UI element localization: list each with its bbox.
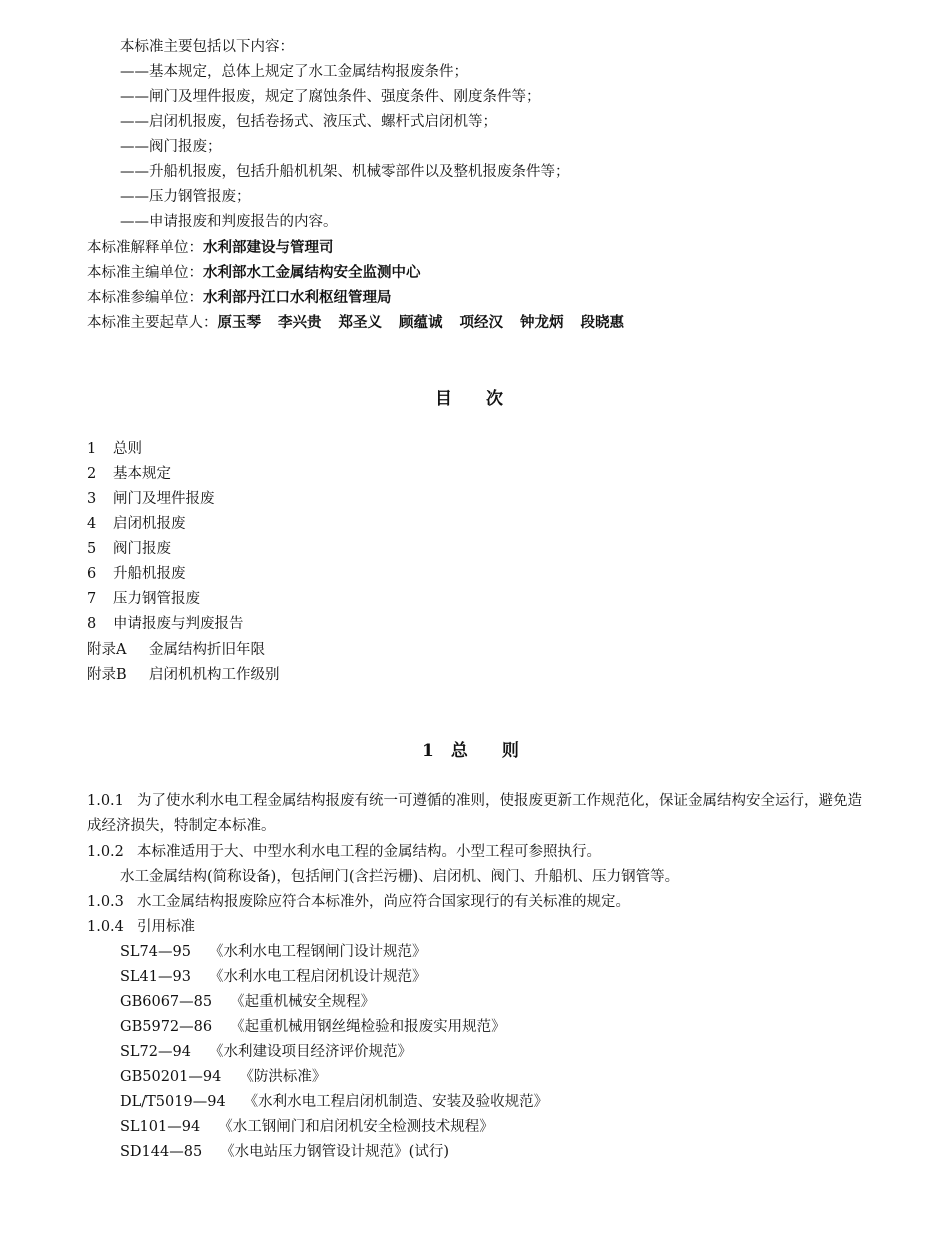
reference-item	[120, 1142, 449, 1162]
toc-item	[87, 614, 244, 634]
drafter-name: 钟龙炳	[520, 315, 564, 331]
toc-title: 目 次	[435, 389, 503, 409]
reference-title: 《水工钢闸门和启闭机安全检测技术规程》	[218, 1119, 494, 1135]
drafters	[87, 313, 624, 333]
toc-appendix-number: 附录A	[87, 642, 127, 658]
clause-1-0-1	[87, 789, 867, 839]
drafter-name: 原玉琴	[217, 315, 261, 331]
toc-appendix	[87, 665, 280, 685]
summary-item: ——申请报废和判废报告的内容。	[120, 214, 338, 230]
toc-item-number: 8	[87, 616, 97, 632]
clause-1-0-3	[87, 892, 630, 912]
summary-item: ——基本规定，总体上规定了水工金属结构报废条件；	[120, 64, 468, 80]
reference-title: 《水利水电工程启闭机设计规范》	[208, 969, 427, 985]
toc-item-number: 5	[87, 541, 97, 557]
reference-code: SL74—95	[120, 944, 191, 960]
toc-item-number: 1	[87, 441, 97, 457]
clause-number: 1.0.1	[87, 793, 124, 809]
clause-1-0-2-note: 水工金属结构(简称设备)，包括闸门(含拦污栅)、启闭机、阀门、升船机、压力钢管等。	[120, 869, 680, 885]
clause-1-0-4	[87, 917, 195, 937]
reference-title: 《水利水电工程启闭机制造、安装及验收规范》	[243, 1094, 549, 1110]
reference-item	[120, 1092, 548, 1112]
clause-1-0-2	[87, 842, 601, 862]
summary-item: ——升船机报废，包括升船机机架、机械零部件以及整机报废条件等；	[120, 164, 570, 180]
reference-item	[120, 1017, 506, 1037]
drafter-name: 段晓惠	[580, 315, 624, 331]
reference-item	[120, 1042, 412, 1062]
clause-number: 1.0.2	[87, 844, 124, 860]
toc-item-label: 申请报废与判废报告	[113, 616, 244, 632]
toc-item-number: 6	[87, 566, 97, 582]
co-unit-value: 水利部丹江口水利枢纽管理局	[203, 290, 392, 306]
reference-title: 《水利建设项目经济评价规范》	[208, 1044, 412, 1060]
toc-item-label: 总则	[113, 441, 142, 457]
drafter-name: 顾蕴诚	[399, 315, 443, 331]
toc-item	[87, 539, 171, 559]
reference-item	[120, 1117, 494, 1137]
toc-item	[87, 489, 215, 509]
chief-unit	[87, 263, 421, 283]
reference-item	[120, 967, 426, 987]
reference-code: SL41—93	[120, 969, 191, 985]
chapter-title: 1 总 则	[422, 741, 519, 761]
reference-code: SD144—85	[120, 1144, 203, 1160]
toc-appendix-number: 附录B	[87, 667, 127, 683]
toc-item-label: 阀门报废	[113, 541, 171, 557]
toc-item-label: 升船机报废	[113, 566, 186, 582]
summary-intro: 本标准主要包括以下内容：	[120, 39, 294, 55]
reference-title: 《起重机械安全规程》	[230, 994, 376, 1010]
toc-item-label: 闸门及埋件报废	[113, 491, 215, 507]
reference-item	[120, 942, 426, 962]
reference-title: 《水电站压力钢管设计规范》(试行)	[220, 1144, 450, 1160]
chief-unit-label: 本标准主编单位：	[87, 265, 203, 281]
summary-item: ——启闭机报废，包括卷扬式、液压式、螺杆式启闭机等；	[120, 114, 497, 130]
drafter-name: 李兴贵	[278, 315, 322, 331]
clause-number: 1.0.3	[87, 894, 124, 910]
toc-item	[87, 589, 200, 609]
clause-text: 引用标准	[137, 919, 195, 935]
reference-title: 《起重机械用钢丝绳检验和报废实用规范》	[230, 1019, 506, 1035]
reference-title: 《防洪标准》	[239, 1069, 327, 1085]
reference-title: 《水利水电工程钢闸门设计规范》	[208, 944, 427, 960]
interpret-unit-label: 本标准解释单位：	[87, 240, 203, 256]
clause-number: 1.0.4	[87, 919, 124, 935]
toc-appendix-label: 金属结构折旧年限	[149, 642, 265, 658]
toc-item-label: 启闭机报废	[113, 516, 186, 532]
drafters-label: 本标准主要起草人：	[87, 315, 218, 331]
summary-item: ——闸门及埋件报废，规定了腐蚀条件、强度条件、刚度条件等；	[120, 89, 541, 105]
toc-item-number: 2	[87, 466, 97, 482]
toc-item	[87, 514, 186, 534]
reference-code: DL/T5019—94	[120, 1094, 226, 1110]
summary-item: ——压力钢管报废；	[120, 189, 251, 205]
reference-code: GB50201—94	[120, 1069, 222, 1085]
co-unit-label: 本标准参编单位：	[87, 290, 203, 306]
toc-appendix	[87, 640, 265, 660]
clause-text: 为了使水利水电工程金属结构报废有统一可遵循的准则，使报废更新工作规范化，保证金属结构安全运行，避免造成经济损失，特制定本标准。	[87, 793, 862, 834]
interpret-unit	[87, 238, 334, 258]
chief-unit-value: 水利部水工金属结构安全监测中心	[203, 265, 421, 281]
toc-item-label: 基本规定	[113, 466, 171, 482]
toc-item-label: 压力钢管报废	[113, 591, 200, 607]
reference-item	[120, 1067, 326, 1087]
toc-item-number: 3	[87, 491, 97, 507]
toc-item	[87, 464, 171, 484]
reference-item	[120, 992, 375, 1012]
toc-item	[87, 439, 142, 459]
drafter-name: 项经汉	[459, 315, 503, 331]
reference-code: GB5972—86	[120, 1019, 213, 1035]
toc-appendix-label: 启闭机机构工作级别	[149, 667, 280, 683]
reference-code: SL101—94	[120, 1119, 201, 1135]
drafter-name: 郑圣义	[338, 315, 382, 331]
interpret-unit-value: 水利部建设与管理司	[203, 240, 334, 256]
reference-code: GB6067—85	[120, 994, 213, 1010]
clause-text: 本标准适用于大、中型水利水电工程的金属结构。小型工程可参照执行。	[137, 844, 601, 860]
co-unit	[87, 288, 392, 308]
toc-item-number: 7	[87, 591, 97, 607]
summary-item: ——阀门报废；	[120, 139, 222, 155]
toc-item	[87, 564, 186, 584]
clause-text: 水工金属结构报废除应符合本标准外，尚应符合国家现行的有关标准的规定。	[137, 894, 630, 910]
toc-item-number: 4	[87, 516, 97, 532]
reference-code: SL72—94	[120, 1044, 191, 1060]
